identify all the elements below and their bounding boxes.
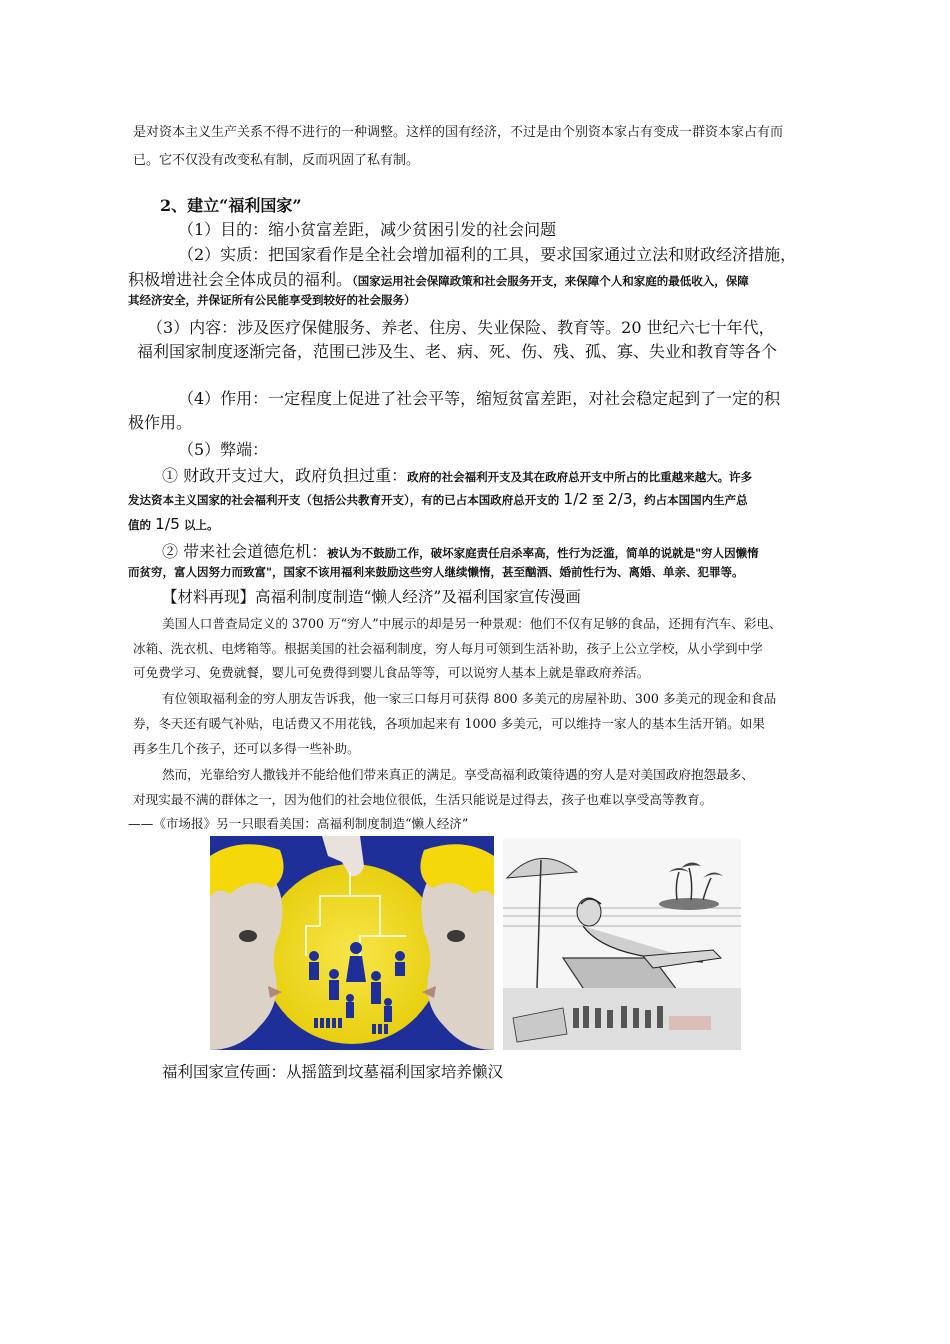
material-p2-line-1: 有位领取福利金的穷人朋友告诉我，他一家三口每月可获得 800 多美元的房屋补助、300 多美元的现金和食品 [162,691,777,706]
intro-line-2: 已。它不仅没有改变私有制，反而巩固了私有制。 [133,153,420,168]
effect-line-1: （4）作用：一定程度上促进了社会平等，缩短贫富差距，对社会稳定起到了一定的积 [178,389,781,408]
drawback-2-head: ② 带来社会道德危机： [162,542,328,561]
fraction-two-thirds: 2/3 [607,490,633,508]
material-p1-line-3: 可免费学习、免费就餐，婴儿可免费得到婴儿食品等等，可以说穷人基本上就是靠政府养活。 [133,665,650,680]
material-title: 【材料再现】高福利制度制造“懒人经济”及福利国家宣传漫画 [162,588,581,606]
drawback-1-text-2b: ，约占本国国内生产总 [632,493,748,507]
essence-line-1: （2）实质：把国家看作是全社会增加福利的工具，要求国家通过立法和财政经济措施， [178,245,797,264]
lazy-man-cartoon-svg [503,838,741,1050]
fraction-one-fifth: 1/5 [155,515,180,533]
drawback-1-line-3 [128,514,218,533]
material-p3-line-2: 对现实最不满的群体之一，因为他们的社会地位很低，生活只能说是过得去，孩子也难以享受高等教育。 [133,792,713,807]
drawbacks-heading: （5）弊端： [178,440,269,459]
effect-line-2: 极作用。 [128,413,193,432]
essence-line-2 [128,267,749,290]
content-line-1: （3）内容：涉及医疗保健服务、养老、住房、失业保险、教育等。20 世纪六七十年代， [147,318,775,337]
fraction-half: 1/2 [563,490,589,508]
drawback-1-text-2a: 发达资本主义国家的社会福利开支（包括公共教育开支），有的已占本国政府总开支的 [128,493,564,507]
material-source: ——《市场报》另一只眼看美国：高福利制度制造“懒人经济” [128,816,469,831]
material-p2-line-3: 再多生几个孩子，还可以多得一些补助。 [133,741,360,756]
drawback-2-line-1 [162,539,759,562]
material-p1-line-1: 美国人口普查局定义的 3700 万“穷人”中展示的却是另一种景观：他们不仅有足够的食品，还拥有汽车、彩电、 [162,616,782,631]
welfare-poster-svg [210,836,494,1050]
intro-line-1: 是对资本主义生产关系不得不进行的一种调整。这样的国有经济，不过是由个别资本家占有变成一群资本家占有而 [133,125,784,140]
drawback-1-line-1 [162,463,752,486]
essence-note-1: （国家运用社会保障政策和社会服务开支，来保障个人和家庭的最低收入，保障 [352,274,749,288]
drawback-1-head: ① 财政开支过大，政府负担过重： [162,466,408,485]
drawback-1-line-2 [128,489,748,508]
drawback-1-text-3a: 值的 [128,518,156,532]
drawback-1-text-3b: 以上。 [179,518,219,532]
welfare-poster-image [210,836,494,1050]
image-caption: 福利国家宣传画：从摇篮到坟墓福利国家培养懒汉 [162,1063,504,1081]
content-line-2: 福利国家制度逐渐完备，范围已涉及生、老、病、死、伤、残、孤、寡、失业和教育等各个 [137,342,778,361]
drawback-1-text-1: 政府的社会福利开支及其在政府总开支中所占的比重越来越大。许多 [407,470,753,484]
section-heading: 2、建立“福利国家” [160,196,302,215]
drawback-2-text-1: 被认为不鼓励工作，破坏家庭责任启杀率高，性行为泛滥，简单的说就是"穷人因懒惰 [327,546,759,560]
lazy-man-cartoon-image [503,838,741,1050]
essence-note-2: 其经济安全，并保证所有公民能享受到较好的社会服务） [128,293,416,307]
material-p1-line-2: 冰箱、洗衣机、电烤箱等。根据美国的社会福利制度，穷人每月可领到生活补助，孩子上公立学校，从小学到中学 [133,641,763,656]
drawback-2-line-2: 而贫穷，富人因努力而致富"，国家不该用福利来鼓励这些穷人继续懒惰，甚至酗酒、婚前性行为、离婚、单亲、犯罪等。 [128,565,744,579]
purpose-line: （1）目的：缩小贫富差距，减少贫困引发的社会问题 [178,220,557,239]
essence-main-text: 积极增进社会全体成员的福利。 [128,270,353,289]
material-p3-line-1: 然而，光靠给穷人撒钱并不能给他们带来真正的满足。享受高福利政策待遇的穷人是对美国政府抱怨最多、 [162,767,754,782]
material-p2-line-2: 券，冬天还有暖气补贴，电话费又不用花钱，各项加起来有 1000 多美元，可以维持一家人的基本生活开销。如果 [133,716,765,731]
drawback-1-to: 至 [588,493,608,507]
